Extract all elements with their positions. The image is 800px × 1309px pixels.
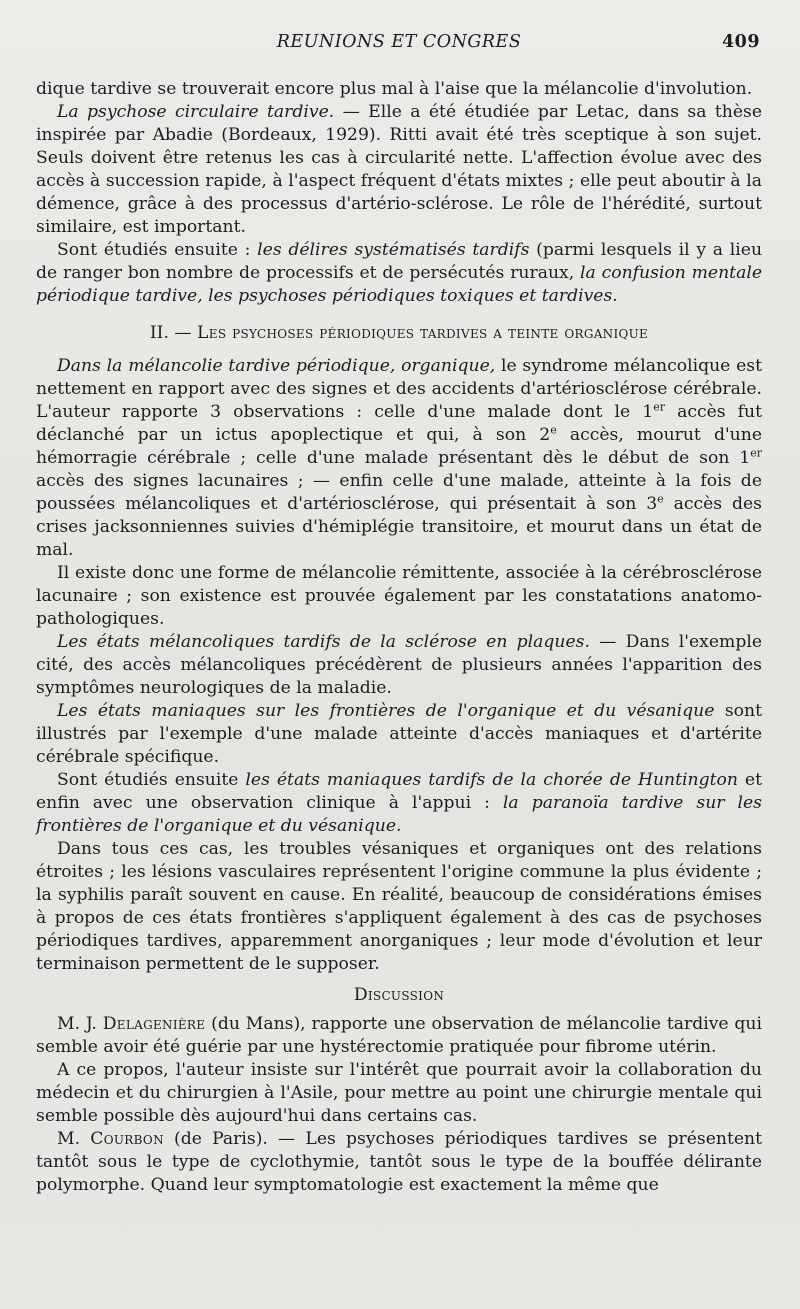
text-run: er (750, 446, 762, 460)
text-run: Les états mélancoliques tardifs de la sclérose en plaques. (57, 632, 590, 652)
text-run: accès des signes lacunaires ; — enfin celle d'une malade, atteinte à la fois de poussées mélancoliques et d'artériosclérose, qui présentait à son 3 (36, 471, 762, 514)
text-run: Discussion (353, 985, 445, 1005)
running-header (36, 30, 762, 56)
text-run: Delagenière (102, 1014, 206, 1034)
paragraph (36, 78, 762, 101)
paragraph (36, 838, 762, 976)
body-text (36, 78, 762, 1197)
paragraph (36, 769, 762, 838)
text-run: Les états maniaques sur les frontières de l'organique et du vésanique (57, 701, 715, 721)
text-run: er (653, 400, 665, 414)
text-run: accès fut déclanché par un ictus apoplectique et qui, à son 2 (36, 402, 762, 445)
text-run: accès des crises jacksonniennes suivies d'hémiplégie transitoire, et mourut dans un état de mal. (36, 494, 762, 560)
text-run: Sont étudiés ensuite : (57, 240, 258, 260)
section-heading (36, 322, 762, 345)
running-title: REUNIONS ET CONGRES (276, 32, 522, 52)
text-run: le syndrome mélancolique est nettement en rapport avec des signes et des accidents d'artériosclérose cérébrale. L'auteur rapporte 3 observations : celle d'une malade dont le 1 (36, 356, 762, 422)
text-run: M. J. (57, 1014, 103, 1034)
text-run: Dans tous ces cas, les troubles vésaniques et organiques ont des relations étroites ; les lésions vasculaires représentent l'origine commune la plus évidente ; la syphilis paraît souvent en cause. En réalité, beaucoup de considérations émises à propos de ces états frontières s'appliquent également à des cas de psychoses périodiques tardives, apparemment anorganiques ; leur mode d'évolution et leur terminaison permettent de le supposer. (36, 839, 762, 974)
text-run: La psychose circulaire tardive. (57, 102, 335, 122)
text-run: Courbon (90, 1129, 164, 1149)
text-run: Il existe donc une forme de mélancolie rémittente, associée à la cérébrosclérose lacunaire ; son existence est prouvée également par les constatations anatomo-pathologiques. (36, 563, 762, 629)
text-run: Les psychoses périodiques tardives a teinte organique (197, 323, 649, 343)
paragraph (36, 239, 762, 308)
text-run: la confusion mentale périodique tardive, les psychoses périodiques toxiques et tardives. (36, 263, 762, 306)
text-run: (du Mans), rapporte une observation de mélancolie tardive qui semble avoir été guérie par une hystérectomie pratiquée pour fibrome utérin. (36, 1014, 762, 1057)
text-run: les états maniaques tardifs de la chorée de Huntington (245, 770, 738, 790)
text-run: M. (57, 1129, 91, 1149)
text-run: sont illustrés par l'exemple d'une malade atteinte d'accès maniaques et d'artérite cérébrale spécifique. (36, 701, 762, 767)
paragraph (36, 631, 762, 700)
text-run: accès, mourut d'une hémorragie cérébrale ; celle d'une malade présentant dès le début de son 1 (36, 425, 762, 468)
text-run: e (550, 423, 557, 437)
text-run: et enfin avec une observation clinique à l'appui : (36, 770, 763, 813)
text-run: II. — (149, 323, 198, 343)
text-run: dique tardive se trouverait encore plus mal à l'aise que la mélancolie d'involution. (36, 79, 753, 99)
text-run: e (657, 492, 664, 506)
paragraph (36, 700, 762, 769)
text-run: (de Paris). — Les psychoses périodiques tardives se présentent tantôt sous le type de cyclothymie, tantôt sous le type de la bouffée délirante polymorphe. Quand leur symptomatologie est exactement la même que (36, 1129, 762, 1195)
paragraph (36, 562, 762, 631)
text-run: la paranoïa tardive sur les frontières de l'organique et du vésanique. (36, 793, 762, 836)
text-run: les délires systématisés tardifs (257, 240, 530, 260)
text-run: — Dans l'exemple cité, des accès mélancoliques précédèrent de plusieurs années l'apparition des symptômes neurologiques de la maladie. (36, 632, 762, 698)
text-run: A ce propos, l'auteur insiste sur l'intérêt que pourrait avoir la collaboration du médecin et du chirurgien à l'Asile, pour mettre au point une chirurgie mentale qui semble possible dès aujourd'hui dans certains cas. (36, 1060, 762, 1126)
text-run: Dans la mélancolie tardive périodique, organique, (57, 356, 496, 376)
text-run: Sont étudiés ensuite (57, 770, 246, 790)
section-heading (36, 984, 762, 1007)
paragraph (36, 101, 762, 239)
paragraph (36, 1013, 762, 1059)
paragraph (36, 1059, 762, 1128)
text-run: (parmi lesquels il y a lieu de ranger bon nombre de processifs et de persécutés ruraux, (36, 240, 763, 283)
page-number: 409 (721, 32, 760, 52)
paragraph (36, 1128, 762, 1197)
text-run: — Elle a été étudiée par Letac, dans sa thèse inspirée par Abadie (Bordeaux, 1929). Ritti avait été très sceptique à son sujet. Seuls doivent être retenus les cas à circularité nette. L'affection évolue avec des accès à succession rapide, à l'aspect fréquent d'états mixtes ; elle peut aboutir à la démence, grâce à des processus d'artério-sclérose. Le rôle de l'hérédité, surtout similaire, est important. (36, 102, 762, 237)
paragraph (36, 355, 762, 562)
